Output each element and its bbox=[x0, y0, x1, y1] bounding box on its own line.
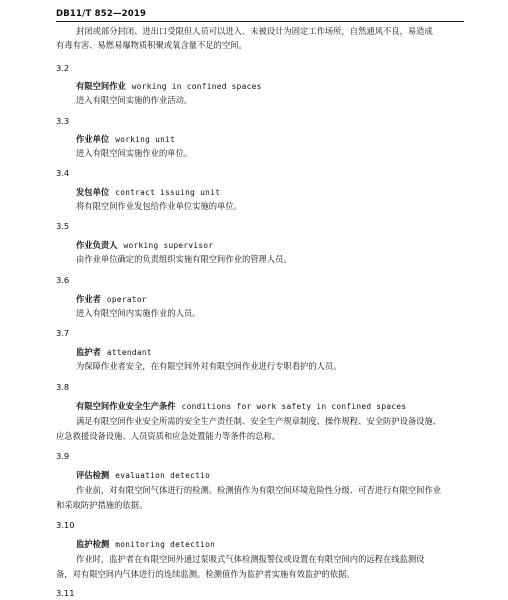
term-title bbox=[76, 538, 215, 550]
clause-number: 3.5 bbox=[56, 221, 70, 231]
intro-line-1: 封闭或部分封闭、进出口受限但人员可以进入、未被设计为固定工作场所，自然通风不良，易造成 bbox=[76, 26, 433, 36]
clause-number: 3.4 bbox=[56, 168, 70, 178]
term-cn: 作业单位 bbox=[76, 134, 110, 144]
term-definition-line-1: 作业时，监护者在有限空间外通过泵吸式气体检测报警仪或设置在有限空间内的远程在线监测设 bbox=[76, 554, 425, 564]
clause-number: 3.8 bbox=[56, 382, 70, 392]
term-cn: 作业者 bbox=[76, 294, 101, 304]
clause-number: 3.2 bbox=[56, 63, 70, 73]
term-cn: 有限空间作业 bbox=[76, 81, 126, 91]
term-definition: 进入有限空间实施的作业活动。 bbox=[76, 95, 193, 105]
term-cn: 监护检测 bbox=[76, 539, 110, 549]
term-cn: 发包单位 bbox=[76, 187, 110, 197]
term-en: working unit bbox=[115, 135, 176, 144]
term-title bbox=[76, 400, 406, 412]
term-cn: 评估检测 bbox=[76, 470, 110, 480]
term-definition: 将有限空间作业发包给作业单位实施的单位。 bbox=[76, 201, 242, 211]
term-definition: 进入有限空间内实施作业的人员。 bbox=[76, 308, 201, 318]
clause-number: 3.10 bbox=[56, 520, 75, 530]
term-en: attendant bbox=[106, 348, 152, 357]
term-title bbox=[76, 186, 220, 198]
term-definition: 进入有限空间实施作业的单位。 bbox=[76, 148, 193, 158]
term-definition: 为保障作业者安全，在有限空间外对有限空间作业进行专职看护的人员。 bbox=[76, 361, 342, 371]
term-en: monitoring detection bbox=[115, 540, 216, 549]
term-definition-line-2: 应急救援设备设施、人员资质和应急处置能力等条件的总称。 bbox=[56, 431, 281, 441]
term-cn: 监护者 bbox=[76, 347, 101, 357]
term-en: conditions for work safety in confined spaces bbox=[181, 402, 407, 411]
term-en: operator bbox=[106, 295, 147, 304]
term-title bbox=[76, 80, 262, 92]
term-definition-line-1: 作业前，对有限空间气体进行的检测。检测值作为有限空间环境危险性分级、可否进行有限空间作业 bbox=[76, 485, 442, 495]
term-title bbox=[76, 239, 213, 251]
clause-number: 3.11 bbox=[56, 588, 75, 598]
intro-line-2: 有毒有害、易燃易爆物质积聚或氧含量不足的空间。 bbox=[56, 40, 247, 50]
term-title bbox=[76, 469, 210, 481]
clause-number: 3.6 bbox=[56, 275, 70, 285]
term-en: contract issuing unit bbox=[115, 188, 221, 197]
term-definition-line-2: 和采取防护措施的依据。 bbox=[56, 500, 148, 510]
term-definition: 由作业单位确定的负责组织实施有限空间作业的管理人员。 bbox=[76, 254, 292, 264]
term-cn: 有限空间作业安全生产条件 bbox=[76, 401, 176, 411]
term-en: evaluation detectio bbox=[115, 471, 211, 480]
term-title bbox=[76, 133, 175, 145]
term-cn: 作业负责人 bbox=[76, 240, 118, 250]
term-definition-line-1: 满足有限空间作业安全所需的安全生产责任制、安全生产规章制度、操作规程、安全防护设备设施、 bbox=[76, 416, 442, 426]
term-title bbox=[76, 346, 152, 358]
clause-number: 3.9 bbox=[56, 451, 70, 461]
term-en: working supervisor bbox=[123, 241, 214, 250]
header-divider bbox=[56, 21, 464, 22]
clause-number: 3.3 bbox=[56, 116, 70, 126]
document-id-header: DB11/T 852—2019 bbox=[56, 9, 147, 19]
term-title bbox=[76, 293, 147, 305]
term-en: working in confined spaces bbox=[131, 82, 262, 91]
clause-number: 3.7 bbox=[56, 328, 70, 338]
term-definition-line-2: 备，对有限空间内气体进行的连续监测。检测值作为监护者实施有效监护的依据。 bbox=[56, 569, 355, 579]
